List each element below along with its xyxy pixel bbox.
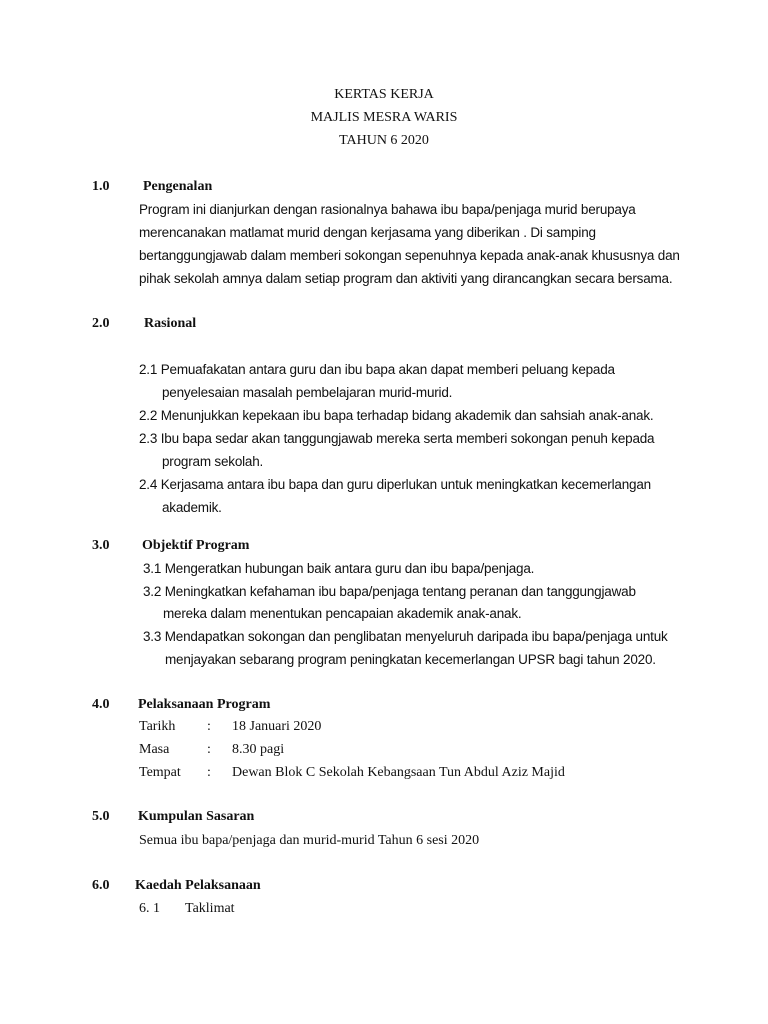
section-5-number: 5.0 [92, 809, 110, 824]
doc-title-line2: MAJLIS MESRA WARIS [310, 110, 458, 125]
section-2-item-cont: penyelesaian masalah pembelajaran murid-murid. [162, 385, 453, 400]
detail-separator: : [207, 742, 211, 757]
section-1-number: 1.0 [92, 179, 110, 194]
detail-label-tarikh: Tarikh [139, 719, 176, 734]
section-6-number: 6.0 [92, 878, 110, 893]
section-1-line: merencanakan matlamat murid dengan kerjasama yang diberikan . Di samping [139, 225, 596, 240]
detail-value-tempat: Dewan Blok C Sekolah Kebangsaan Tun Abdul Aziz Majid [232, 765, 565, 780]
section-1-line: pihak sekolah amnya dalam setiap program dan aktiviti yang dirancangkan secara bersama. [139, 271, 673, 286]
section-3-title: Objektif Program [142, 538, 250, 553]
section-3-item-cont: menjayakan sebarang program peningkatan kecemerlangan UPSR bagi tahun 2020. [165, 652, 656, 667]
section-4-number: 4.0 [92, 697, 110, 712]
section-1-title: Pengenalan [143, 179, 213, 194]
section-2-item-cont: akademik. [162, 500, 222, 515]
section-2-number: 2.0 [92, 316, 110, 331]
section-2-item: 2.1 Pemuafakatan antara guru dan ibu bapa akan dapat memberi peluang kepada [139, 362, 615, 377]
detail-value-masa: 8.30 pagi [232, 742, 285, 757]
section-6-title: Kaedah Pelaksanaan [135, 878, 261, 893]
section-6-sub-number: 6. 1 [139, 901, 160, 916]
doc-title-line3: TAHUN 6 2020 [339, 133, 429, 148]
detail-separator: : [207, 765, 211, 780]
section-4-title: Pelaksanaan Program [138, 697, 271, 712]
section-1-line: Program ini dianjurkan dengan rasionalnya bahawa ibu bapa/penjaga murid berupaya [139, 202, 636, 217]
section-5-title: Kumpulan Sasaran [138, 809, 255, 824]
detail-label-masa: Masa [139, 742, 170, 757]
section-3-item-cont: mereka dalam menentukan pencapaian akademik anak-anak. [163, 606, 522, 621]
section-1-line: bertanggungjawab dalam memberi sokongan sepenuhnya kepada anak-anak khususnya dan [139, 248, 680, 263]
section-6-sub-text: Taklimat [185, 901, 235, 916]
section-2-item: 2.2 Menunjukkan kepekaan ibu bapa terhadap bidang akademik dan sahsiah anak-anak. [139, 408, 654, 423]
section-2-title: Rasional [144, 316, 197, 331]
detail-value-tarikh: 18 Januari 2020 [232, 719, 322, 734]
section-3-item: 3.1 Mengeratkan hubungan baik antara guru dan ibu bapa/penjaga. [143, 561, 535, 576]
section-2-item-cont: program sekolah. [162, 454, 264, 469]
section-3-item: 3.3 Mendapatkan sokongan dan penglibatan menyeluruh daripada ibu bapa/penjaga untuk [143, 629, 668, 644]
section-3-item: 3.2 Meningkatkan kefahaman ibu bapa/penjaga tentang peranan dan tanggungjawab [143, 584, 636, 599]
section-5-text: Semua ibu bapa/penjaga dan murid-murid Tahun 6 sesi 2020 [139, 833, 480, 848]
section-2-item: 2.3 Ibu bapa sedar akan tanggungjawab mereka serta memberi sokongan penuh kepada [139, 431, 655, 446]
section-2-item: 2.4 Kerjasama antara ibu bapa dan guru diperlukan untuk meningkatkan kecemerlangan [139, 477, 651, 492]
detail-separator: : [207, 719, 211, 734]
detail-label-tempat: Tempat [139, 765, 181, 780]
section-3-number: 3.0 [92, 538, 110, 553]
doc-title-line1: KERTAS KERJA [334, 87, 434, 102]
